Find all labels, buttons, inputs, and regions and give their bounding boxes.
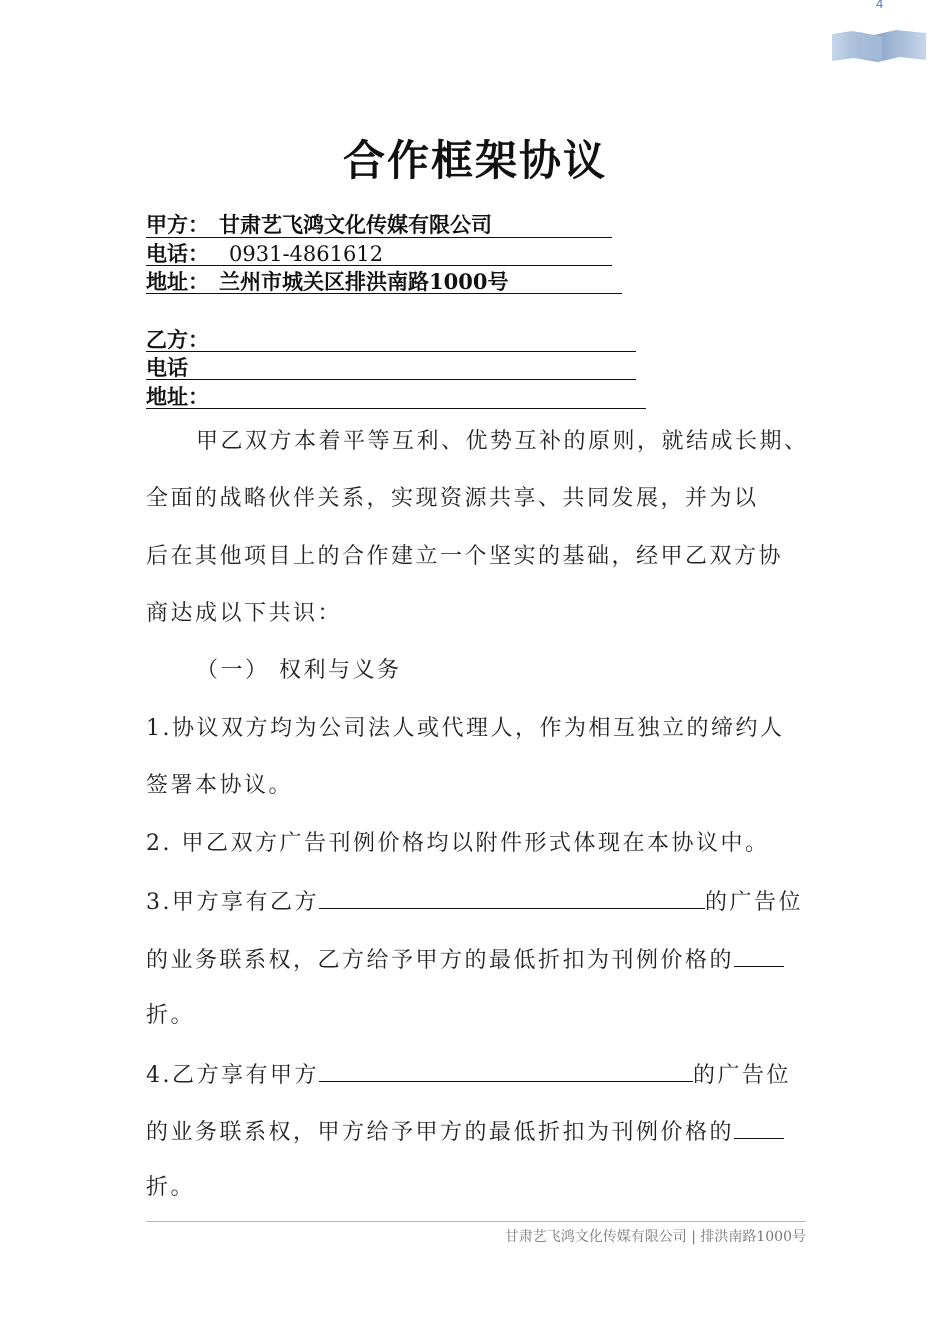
page-number: 4 [876,0,884,11]
section-heading-rights: （一） 权利与义务 [196,658,402,683]
party-b-address-underline [146,408,646,409]
party-b-line [146,326,209,354]
item-1-line-2: 签署本协议。 [146,773,294,798]
item-1-line-1: 1.协议双方均为公司法人或代理人，作为相互独立的缔约人 [146,716,785,741]
item-4-discount-text: 的业务联系权，甲方给予甲方的最低折扣为刊例价格的 [146,1120,735,1145]
item-3-line-3: 折。 [146,1003,196,1028]
item-3-discount-blank [734,944,784,967]
party-a-address: 兰州市城关区排洪南路1000号 [219,269,509,294]
item-4-suffix: 的广告位 [693,1063,792,1088]
footer-divider [146,1221,806,1222]
item-4-adspace-blank [319,1059,693,1082]
party-b-label: 乙方： [146,328,209,352]
item-3-suffix: 的广告位 [705,890,804,915]
intro-line-1: 甲乙双方本着平等互利、优势互补的原则，就结成长期、 [196,429,809,454]
item-2: 2. 甲乙双方广告刊例价格均以附件形式体现在本协议中。 [146,831,770,856]
party-a-name: 甘肃艺飞鸿文化传媒有限公司 [219,212,492,237]
header-ribbon-decoration [830,28,928,64]
party-a-phone-label: 电话： [146,242,209,266]
item-3-discount-text: 的业务联系权，乙方给予甲方的最低折扣为刊例价格的 [146,948,735,973]
intro-line-4: 商达成以下共识： [146,601,343,626]
party-b-phone-underline [146,379,636,380]
item-4-line-2 [146,1116,784,1148]
item-3-prefix: 3.甲方享有乙方 [146,890,319,915]
party-b-underline [146,351,636,352]
item-4-discount-blank [734,1116,784,1139]
item-3-line-2 [146,944,784,976]
document-title: 合作框架协议 [342,136,607,185]
party-b-phone-label: 电话 [146,356,188,380]
party-a-address-label: 地址： [146,270,209,294]
party-a-phone-underline [146,265,612,266]
party-b-address-label: 地址： [146,385,209,409]
party-a-line [146,211,492,239]
party-a-phone: 0931-4861612 [229,242,384,266]
item-3-adspace-blank [319,886,705,909]
item-4-prefix: 4.乙方享有甲方 [146,1063,319,1088]
intro-line-2: 全面的战略伙伴关系，实现资源共享、共同发展，并为以 [146,486,759,511]
party-a-address-underline [146,293,622,294]
party-a-underline [146,237,612,238]
party-a-label: 甲方： [146,213,209,237]
party-b-phone-line [146,354,188,382]
item-4-line-3: 折。 [146,1175,196,1200]
item-3-line-1 [146,886,803,918]
party-a-address-line [146,268,508,296]
party-a-phone-line [146,240,383,268]
intro-line-3: 后在其他项目上的合作建立一个坚实的基础，经甲乙双方协 [146,544,784,569]
item-4-line-1 [146,1059,791,1091]
party-b-address-line [146,383,209,411]
footer-text: 甘肃艺飞鸿文化传媒有限公司 | 排洪南路1000号 [504,1229,806,1245]
